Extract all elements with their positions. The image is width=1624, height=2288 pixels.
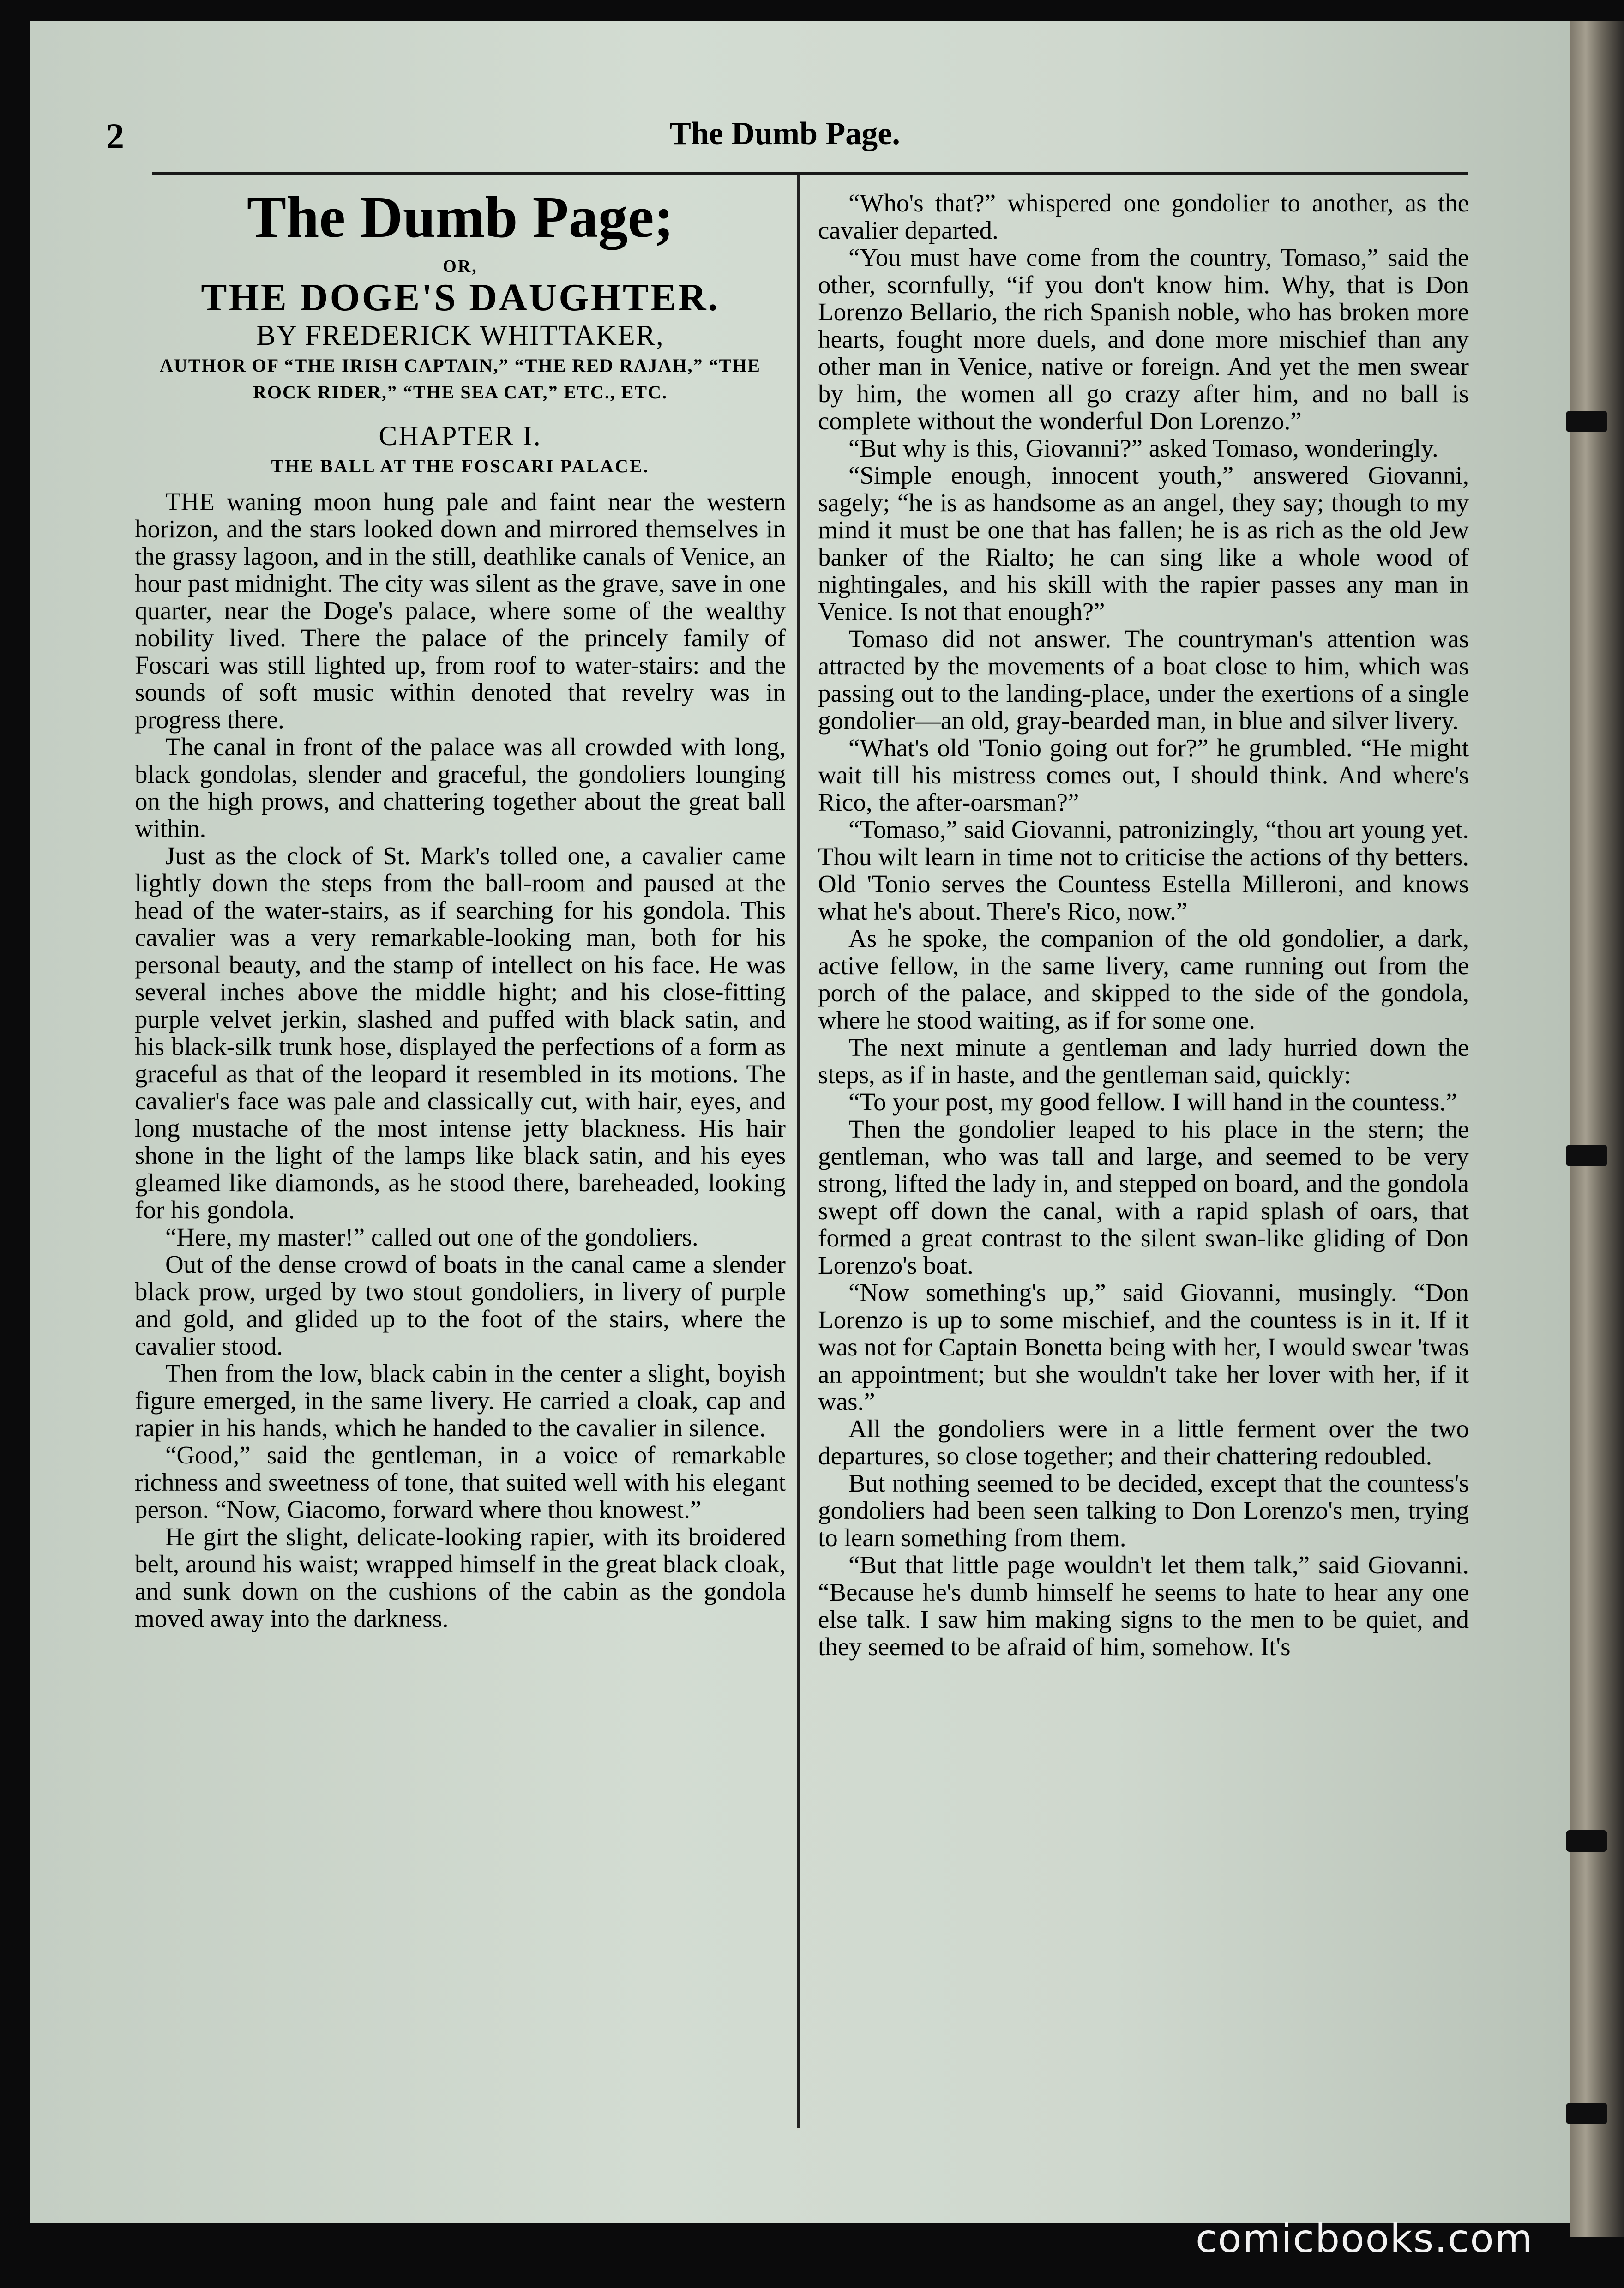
binding-hole [1566, 2103, 1607, 2124]
page-binding-edge [1570, 21, 1624, 2237]
page-header [106, 115, 1463, 157]
paragraph: “Here, my master!” called out one of the gondoliers. [165, 1223, 698, 1251]
paragraph: Tomaso did not answer. The countryman's attention was attracted by the movements of a boat close to him, which was passing out to the landing-place, under the exertions of a single gondolier—an old, gray-bearded man, in blue and silver livery. [818, 625, 1469, 735]
paragraph: But nothing seemed to be decided, except that the countess's gondoliers had been seen talking to Don Lorenzo's men, trying to learn something from them. [818, 1469, 1469, 1552]
story-title: The Dumb Page; [247, 184, 674, 250]
paragraph: “Simple enough, innocent youth,” answered Giovanni, sagely; “he is as handsome as an angel, they say; though to my mind it must be one that has fallen; he is as rich as the old Jew banker of the Rialto; he can sing like a whole wood of nightingales, and his skill with the rapier passes any man in Venice. Is not that enough?” [818, 461, 1469, 626]
column-divider [797, 175, 800, 2128]
paragraph: “Now something's up,” said Giovanni, musingly. “Don Lorenzo is up to some mischief, and the countess is in it. If it was not for Captain Bonetta being with her, I would swear 'twas an appointment; but she wouldn't take her lover with her, if it was.” [818, 1278, 1469, 1415]
author-credits: AUTHOR OF “THE IRISH CAPTAIN,” “THE RED RAJAH,” “THE ROCK RIDER,” “THE SEA CAT,” ETC., ETC. [160, 355, 761, 403]
binding-hole [1566, 1145, 1607, 1166]
page-number: 2 [106, 116, 124, 156]
binding-hole [1566, 411, 1607, 432]
paragraph: “You must have come from the country, Tomaso,” said the other, scornfully, “if you don't know him. Why, that is Don Lorenzo Bellario, the rich Spanish noble, who has broken more hearts, fought more duels, and done more mischief than any other man in Venice, native or foreign. And yet the men swear by him, the women all go crazy after him, and no ball is complete without the wonderful Don Lorenzo.” [818, 243, 1469, 435]
paragraph: Then from the low, black cabin in the center a slight, boyish figure emerged, in the same livery. He carried a cloak, cap and rapier in his hands, which he handed to the cavalier in silence. [135, 1359, 786, 1442]
paragraph: “But why is this, Giovanni?” asked Tomaso, wonderingly. [848, 434, 1438, 462]
running-title: The Dumb Page. [669, 116, 900, 151]
paragraph: All the gondoliers were in a little ferment over the two departures, so close together; and their chattering redoubled. [818, 1415, 1469, 1470]
paragraph: Out of the dense crowd of boats in the canal came a slender black prow, urged by two stout gondoliers, in livery of purple and gold, and glided up to the foot of the stairs, where the cavalier stood. [135, 1250, 786, 1360]
chapter-number: CHAPTER I. [379, 421, 542, 451]
paragraph: As he spoke, the companion of the old gondolier, a dark, active fellow, in the same livery, came running out from the porch of the palace, and skipped to the side of the gondola, where he stood waiting, as if for some one. [818, 924, 1469, 1034]
paragraph: “To your post, my good fellow. I will hand in the countess.” [848, 1088, 1457, 1116]
story-subtitle: THE DOGE'S DAUGHTER. [201, 276, 720, 319]
paragraph: “Tomaso,” said Giovanni, patronizingly, “thou art young yet. Thou wilt learn in time not to criticise the actions of thy betters. Old 'Tonio serves the Countess Estella Milleroni, and knows what he's about. There's Rico, now.” [818, 815, 1469, 925]
paragraph: The canal in front of the palace was all crowded with long, black gondolas, slender and graceful, the gondoliers lounging on the high prows, and chattering together about the great ball within. [135, 733, 786, 843]
byline: BY FREDERICK WHITTAKER, [256, 320, 664, 351]
title-or: OR, [443, 257, 478, 276]
site-watermark: comicbooks.com [1196, 2216, 1534, 2261]
paragraph: He girt the slight, delicate-looking rapier, with its broidered belt, around his waist; wrapped himself in the great black cloak, and sunk down on the cushions of the cabin as the gondola moved away into the darkness. [135, 1523, 786, 1632]
right-column [818, 189, 1469, 1660]
binding-hole [1566, 1830, 1607, 1852]
paragraph: THE waning moon hung pale and faint near the western horizon, and the stars looked down and mirrored themselves in the grassy lagoon, and in the still, deathlike canals of Venice, an hour past midnight. The city was silent as the grave, save in one quarter, near the Doge's palace, where some of the wealthy nobility lived. There the palace of the princely family of Foscari was still lighted up, from roof to water-stairs: and the sounds of soft music within denoted that revelry was in progress there. [135, 488, 786, 734]
paragraph: “Good,” said the gentleman, in a voice of remarkable richness and sweetness of tone, that suited well with his elegant person. “Now, Giacomo, forward where thou knowest.” [135, 1441, 786, 1523]
paragraph: “What's old 'Tonio going out for?” he grumbled. “He might wait till his mistress comes out, I should think. And where's Rico, the after-oarsman?” [818, 734, 1469, 816]
paragraph: “Who's that?” whispered one gondolier to another, as the cavalier departed. [818, 189, 1469, 244]
header-rule [152, 172, 1468, 175]
paragraph: The next minute a gentleman and lady hurried down the steps, as if in haste, and the gentleman said, quickly: [818, 1033, 1469, 1089]
paragraph: “But that little page wouldn't let them talk,” said Giovanni. “Because he's dumb himself he seems to hate to hear any one else talk. I saw him making signs to the men to be quiet, and they seemed to be afraid of him, somehow. It's [818, 1551, 1469, 1661]
paragraph: Then the gondolier leaped to his place in the stern; the gentleman, who was tall and large, and seemed to be very strong, lifted the lady in, and stepped on board, and the gondola swept off down the canal, with a rapid splash of oars, that formed a great contrast to the silent swan-like gliding of Don Lorenzo's boat. [818, 1115, 1469, 1279]
chapter-title: THE BALL AT THE FOSCARI PALACE. [271, 456, 650, 476]
paragraph: Just as the clock of St. Mark's tolled one, a cavalier came lightly down the steps from the ball-room and paused at the head of the water-stairs, as if searching for his gondola. This cavalier was a very remarkable-looking man, both for his personal beauty, and the stamp of intellect on his face. He was several inches above the middle hight; and his close-fitting purple velvet jerkin, slashed and puffed with black satin, and his black-silk trunk hose, displayed the perfections of a form as graceful as that of the leopard it resembled in its motions. The cavalier's face was pale and classically cut, with hair, eyes, and long mustache of the most intense jetty blackness. His hair shone in the light of the lamps like black satin, and his eyes gleamed like diamonds, as he stood there, bareheaded, looking for his gondola. [135, 842, 786, 1224]
left-column [135, 185, 786, 1632]
